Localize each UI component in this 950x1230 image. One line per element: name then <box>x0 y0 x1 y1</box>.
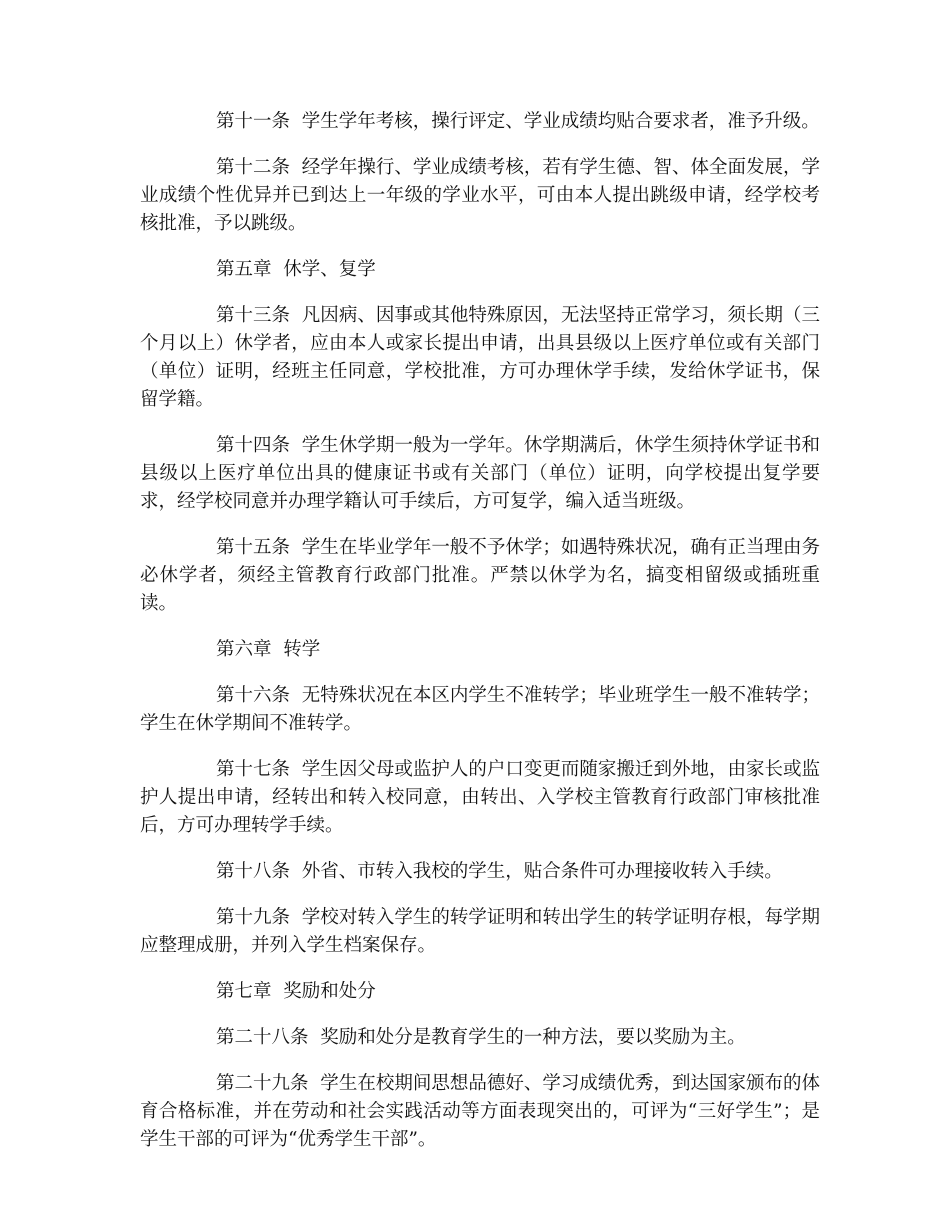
article-11: 第十一条 学生学年考核，操行评定、学业成绩均贴合要求者，准予升级。 <box>216 111 820 132</box>
document-body <box>140 108 820 1172</box>
article-17: 第十七条 学生因父母或监护人的户口变更而随家搬迁到外地，由家长或监护人提出申请，经转出和转入校同意，由转出、入学校主管教育行政部门审核批准后，方可办理转学手续。 <box>140 759 820 836</box>
chapter-6-heading: 第六章 转学 <box>216 639 321 660</box>
article-15: 第十五条 学生在毕业学年一般不予休学；如遇特殊状况，确有正当理由务必休学者，须经主管教育行政部门批准。严禁以休学为名，搞变相留级或插班重读。 <box>140 537 820 614</box>
article-28: 第二十八条 奖励和处分是教育学生的一种方法，要以奖励为主。 <box>216 1027 746 1048</box>
chapter-5-heading: 第五章 休学、复学 <box>216 259 376 280</box>
article-29: 第二十九条 学生在校期间思想品德好、学习成绩优秀，到达国家颁布的体育合格标准，并在劳动和社会实践活动等方面表现突出的，可评为“三好学生”；是学生干部的可评为“优秀学生干部”。 <box>140 1073 820 1150</box>
chapter-7-heading: 第七章 奖励和处分 <box>216 981 376 1002</box>
article-14: 第十四条 学生休学期一般为一学年。休学期满后，休学生须持休学证书和县级以上医疗单位出具的健康证书或有关部门（单位）证明，向学校提出复学要求，经学校同意并办理学籍认可手续后，方可复学，编入适当班级。 <box>140 435 820 512</box>
article-12: 第十二条 经学年操行、学业成绩考核，若有学生德、智、体全面发展，学业成绩个性优异并已到达上一年级的学业水平，可由本人提出跳级申请，经学校考核批准，予以跳级。 <box>140 157 820 234</box>
article-18: 第十八条 外省、市转入我校的学生，贴合条件可办理接收转入手续。 <box>216 861 783 882</box>
article-19: 第十九条 学校对转入学生的转学证明和转出学生的转学证明存根，每学期应整理成册，并列入学生档案保存。 <box>140 907 820 956</box>
article-13: 第十三条 凡因病、因事或其他特殊原因，无法坚持正常学习，须长期（三个月以上）休学者，应由本人或家长提出申请，出具县级以上医疗单位或有关部门（单位）证明，经班主任同意，学校批准，方可办理休学手续，发给休学证书，保留学籍。 <box>140 305 820 410</box>
article-16: 第十六条 无特殊状况在本区内学生不准转学；毕业班学生一般不准转学；学生在休学期间不准转学。 <box>140 685 820 734</box>
